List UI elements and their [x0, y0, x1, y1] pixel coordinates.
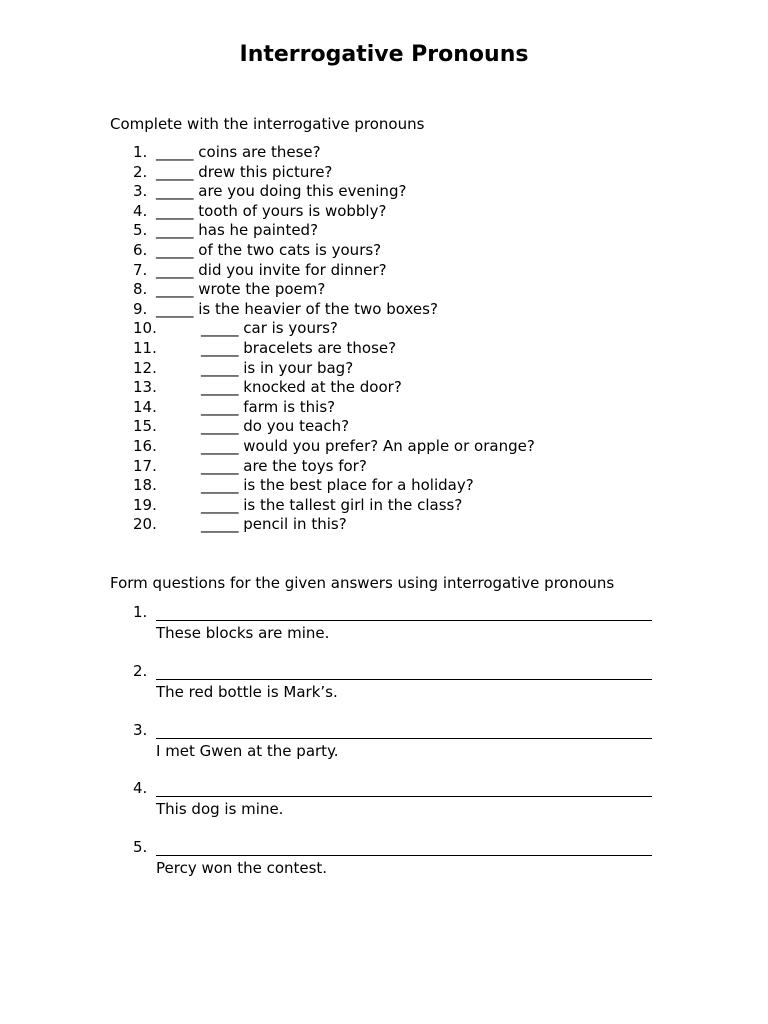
page-title: Interrogative Pronouns — [239, 42, 529, 67]
list-item — [0, 221, 768, 241]
list-item — [0, 280, 768, 300]
item-number: 3. — [133, 182, 148, 201]
item-text: _____ do you teach? — [201, 417, 350, 436]
list-item — [0, 359, 768, 379]
item-text: _____ are the toys for? — [201, 456, 367, 475]
item-number: 2. — [133, 661, 148, 680]
answer-line — [156, 620, 652, 621]
item-text: _____ is in your bag? — [201, 358, 354, 377]
item-number: 16. — [133, 436, 157, 455]
item-number: 4. — [133, 201, 148, 220]
item-text: _____ is the best place for a holiday? — [201, 476, 474, 495]
list-item — [0, 720, 768, 779]
item-number: 7. — [133, 260, 148, 279]
item-number: 17. — [133, 456, 157, 475]
answer-line — [156, 855, 652, 856]
list-item — [0, 778, 768, 837]
item-number: 14. — [133, 397, 157, 416]
list-item — [0, 602, 768, 661]
item-number: 4. — [133, 779, 148, 798]
list-item — [0, 515, 768, 535]
list-item — [0, 417, 768, 437]
item-number: 6. — [133, 240, 148, 259]
item-text: _____ would you prefer? An apple or orange? — [201, 436, 535, 455]
list-item — [0, 163, 768, 183]
item-text: _____ of the two cats is yours? — [156, 240, 382, 259]
list-item — [0, 143, 768, 163]
answer-line — [156, 796, 652, 797]
item-number: 5. — [133, 838, 148, 857]
item-number: 20. — [133, 515, 157, 534]
item-text: _____ tooth of yours is wobbly? — [156, 201, 387, 220]
given-answer: The red bottle is Mark’s. — [156, 682, 338, 701]
item-number: 8. — [133, 280, 148, 299]
list-item — [0, 378, 768, 398]
list-item — [0, 457, 768, 477]
item-text: _____ knocked at the door? — [201, 378, 402, 397]
item-text: _____ are you doing this evening? — [156, 182, 407, 201]
list-item — [0, 496, 768, 516]
item-text: _____ car is yours? — [201, 319, 338, 338]
given-answer: These blocks are mine. — [156, 624, 330, 642]
section2-instruction: Form questions for the given answers using interrogative pronouns — [110, 574, 615, 592]
item-text: _____ drew this picture? — [156, 162, 333, 181]
answer-line — [156, 679, 652, 680]
item-number: 12. — [133, 358, 157, 377]
section1-instruction: Complete with the interrogative pronouns — [110, 115, 425, 133]
item-text: _____ bracelets are those? — [201, 338, 397, 357]
item-number: 2. — [133, 162, 148, 181]
question-list — [0, 602, 768, 896]
list-item — [0, 476, 768, 496]
item-text: _____ is the heavier of the two boxes? — [156, 299, 438, 318]
list-item — [0, 339, 768, 359]
item-text: _____ coins are these? — [156, 143, 321, 161]
item-text: _____ did you invite for dinner? — [156, 260, 387, 279]
item-number: 15. — [133, 417, 157, 436]
item-text: _____ pencil in this? — [201, 515, 347, 534]
item-number: 1. — [133, 143, 148, 161]
list-item — [0, 182, 768, 202]
fill-in-list — [0, 143, 768, 535]
item-text: _____ is the tallest girl in the class? — [201, 495, 463, 514]
item-text: _____ farm is this? — [201, 397, 336, 416]
list-item — [0, 300, 768, 320]
item-number: 19. — [133, 495, 157, 514]
list-item — [0, 319, 768, 339]
item-number: 3. — [133, 720, 148, 739]
given-answer: This dog is mine. — [156, 800, 284, 819]
list-item — [0, 837, 768, 896]
item-number: 11. — [133, 338, 157, 357]
list-item — [0, 202, 768, 222]
given-answer: Percy won the contest. — [156, 859, 328, 878]
list-item — [0, 661, 768, 720]
list-item — [0, 261, 768, 281]
item-number: 1. — [133, 603, 148, 621]
given-answer: I met Gwen at the party. — [156, 741, 339, 760]
list-item — [0, 437, 768, 457]
list-item — [0, 398, 768, 418]
item-number: 13. — [133, 378, 157, 397]
item-number: 10. — [133, 319, 157, 338]
item-number: 9. — [133, 299, 148, 318]
item-number: 18. — [133, 476, 157, 495]
list-item — [0, 241, 768, 261]
answer-line — [156, 738, 652, 739]
item-text: _____ has he painted? — [156, 221, 319, 240]
item-number: 5. — [133, 221, 148, 240]
item-text: _____ wrote the poem? — [156, 280, 326, 299]
